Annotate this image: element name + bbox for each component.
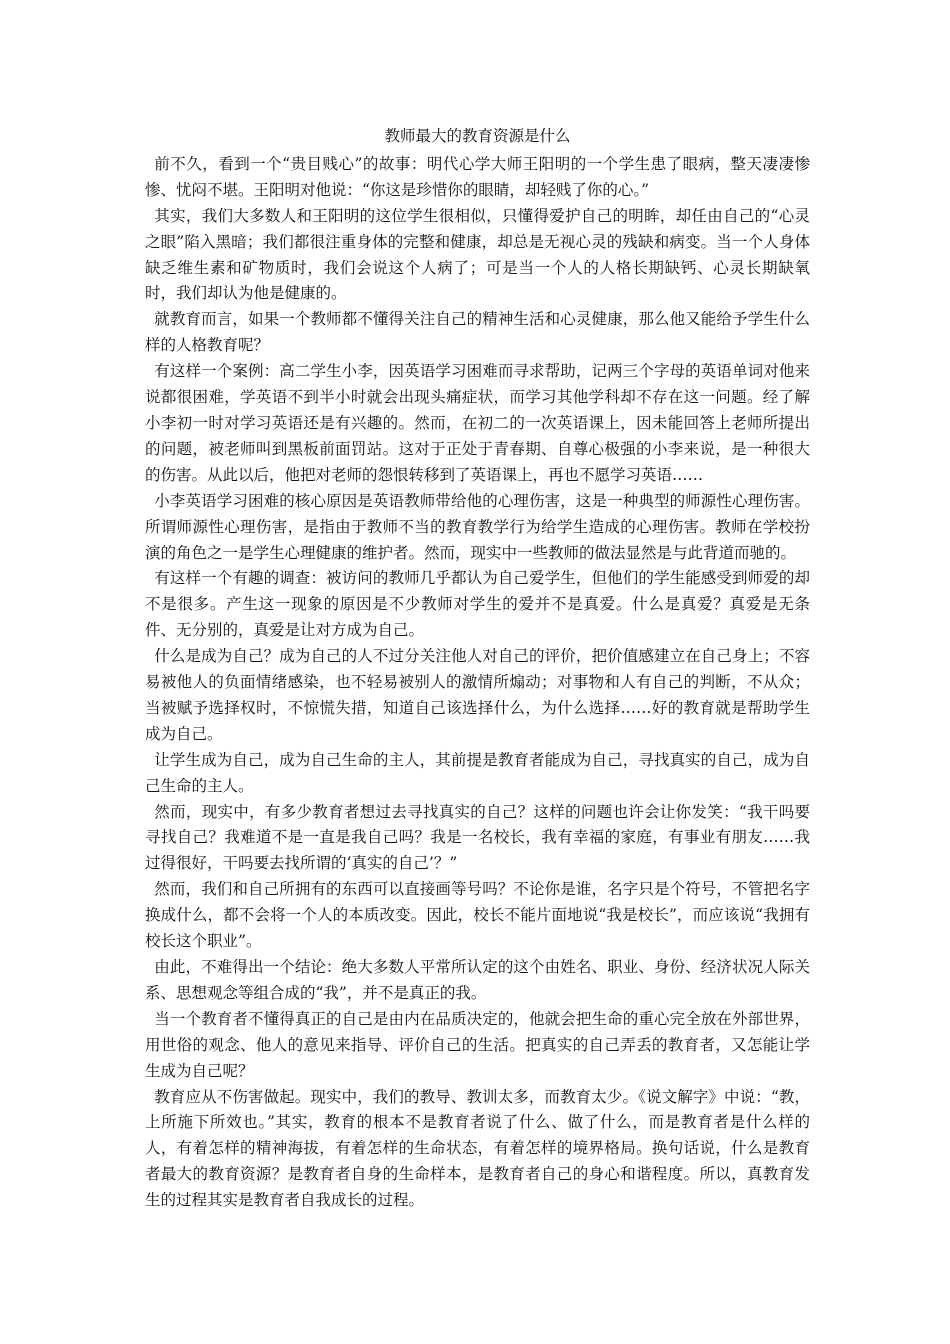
paragraph-13: 教育应从不伤害做起。现实中，我们的教导、教训太多，而教育太少。《说文解字》中说：“教，上所施下所效也。”其实，教育的根本不是教育者说了什么、做了什么，而是教育者是什么样的人，有着怎样的精神海拔，有着怎样的生命状态，有着怎样的境界格局。换句话说，什么是教育者最大的教育资源？是教育者自身的生命样本，是教育者自己的身心和谐程度。所以，真教育发生的过程其实是教育者自我成长的过程。 bbox=[145, 1087, 810, 1210]
paragraph-7: 什么是成为自己？成为自己的人不过分关注他人对自己的评价，把价值感建立在自己身上；不容易被他人的负面情绪感染，也不轻易被别人的激情所煽动；对事物和人有自己的判断，不从众；当被赋予选择权时，不惊慌失措，知道自己该选择什么，为什么选择……好的教育就是帮助学生成为自己。 bbox=[145, 647, 810, 743]
paragraph-12: 当一个教育者不懂得真正的自己是由内在品质决定的，他就会把生命的重心完全放在外部世界，用世俗的观念、他人的意见来指导、评价自己的生活。把真实的自己弄丢的教育者，又怎能让学生成为自己呢？ bbox=[145, 1009, 810, 1080]
paragraph-4: 有这样一个案例：高二学生小李，因英语学习困难而寻求帮助，记两三个字母的英语单词对他来说都很困难，学英语不到半小时就会出现头痛症状，而学习其他学科却不存在这一问题。经了解小李初一时对学习英语还是有兴趣的。然而，在初二的一次英语课上，因未能回答上老师所提出的问题，被老师叫到黑板前面罚站。这对于正处于青春期、自尊心极强的小李来说，是一种很大的伤害。从此以后，他把对老师的怨恨转移到了英语课上，再也不愿学习英语…… bbox=[145, 362, 810, 484]
document-title: 教师最大的教育资源是什么 bbox=[384, 127, 571, 145]
paragraph-6: 有这样一个有趣的调查：被访问的教师几乎都认为自己爱学生，但他们的学生能感受到师爱的却不是很多。产生这一现象的原因是不少教师对学生的爱并不是真爱。什么是真爱？真爱是无条件、无分别的，真爱是让对方成为自己。 bbox=[145, 569, 810, 640]
paragraph-1: 前不久，看到一个“贵目贱心”的故事：明代心学大师王阳明的一个学生患了眼病，整天凄凄惨惨、忧闷不堪。王阳明对他说：“你这是珍惜你的眼睛，却轻贱了你的心。” bbox=[145, 154, 810, 199]
paragraph-3: 就教育而言，如果一个教师都不懂得关注自己的精神生活和心灵健康，那么他又能给予学生什么样的人格教育呢？ bbox=[145, 310, 810, 355]
paragraph-9: 然而，现实中，有多少教育者想过去寻找真实的自己？这样的问题也许会让你发笑：“我干吗要寻找自己？我难道不是一直是我自己吗？我是一名校长，我有幸福的家庭，有事业有朋友……我过得很好，干吗要去找所谓的‘真实的自己’？” bbox=[145, 802, 810, 873]
paragraph-2: 其实，我们大多数人和王阳明的这位学生很相似，只懂得爱护自己的明眸，却任由自己的“心灵之眼”陷入黑暗；我们都很注重身体的完整和健康，却总是无视心灵的残缺和病变。当一个人身体缺乏维生素和矿物质时，我们会说这个人病了；可是当一个人的人格长期缺钙、心灵长期缺氧时，我们却认为他是健康的。 bbox=[145, 206, 810, 303]
paragraph-8: 让学生成为自己，成为自己生命的主人，其前提是教育者能成为自己，寻找真实的自己，成为自己生命的主人。 bbox=[145, 750, 810, 795]
paragraph-10: 然而，我们和自己所拥有的东西可以直接画等号吗？不论你是谁，名字只是个符号，不管把名字换成什么，都不会将一个人的本质改变。因此，校长不能片面地说“我是校长”，而应该说“我拥有校长这个职业”。 bbox=[145, 880, 810, 951]
document-page bbox=[145, 124, 810, 1214]
paragraph-11: 由此，不难得出一个结论：绝大多数人平常所认定的这个由姓名、职业、身份、经济状况人际关系、思想观念等组合成的“我”，并不是真正的我。 bbox=[145, 958, 810, 1002]
paragraph-5: 小李英语学习困难的核心原因是英语教师带给他的心理伤害，这是一种典型的师源性心理伤害。所谓师源性心理伤害，是指由于教师不当的教育教学行为给学生造成的心理伤害。教师在学校扮演的角色之一是学生心理健康的维护者。然而，现实中一些教师的做法显然是与此背道而驰的。 bbox=[145, 491, 810, 562]
